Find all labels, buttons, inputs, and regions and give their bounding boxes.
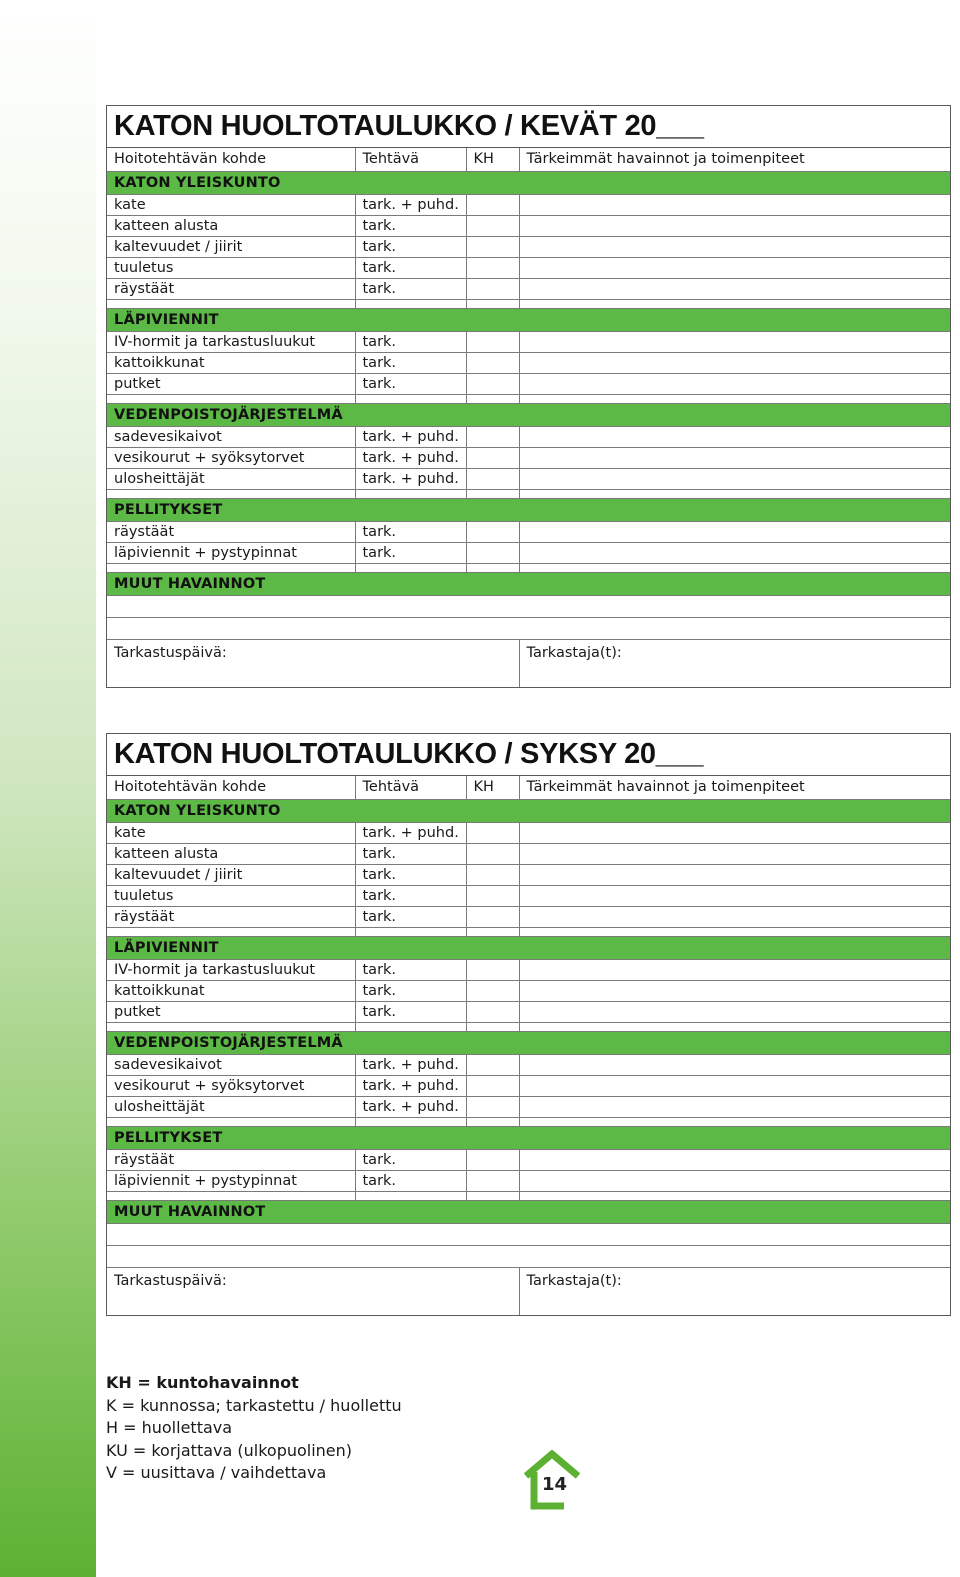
task-cell: tark. [355, 257, 466, 278]
section-title: LÄPIVIENNIT [107, 308, 950, 331]
kh-input-cell[interactable] [466, 447, 519, 468]
item-cell: putket [107, 373, 355, 394]
notes-input-cell[interactable] [107, 1223, 950, 1245]
observation-input-cell[interactable] [519, 373, 950, 394]
table-row [107, 468, 950, 489]
kh-input-cell[interactable] [466, 278, 519, 299]
table-row [107, 521, 950, 542]
kh-input-cell[interactable] [466, 521, 519, 542]
spring-maintenance-form [106, 105, 951, 688]
kh-input-cell[interactable] [466, 843, 519, 864]
item-cell: kaltevuudet / jiirit [107, 236, 355, 257]
section-header [107, 799, 950, 822]
kh-input-cell[interactable] [466, 236, 519, 257]
legend-item: H = huollettava [106, 1418, 233, 1437]
item-cell: läpiviennit + pystypinnat [107, 1170, 355, 1191]
item-cell: sadevesikaivot [107, 426, 355, 447]
table-row [107, 447, 950, 468]
section-header [107, 1200, 950, 1223]
legend-item: V = uusittava / vaihdettava [106, 1463, 327, 1482]
page-number: 14 [542, 1474, 568, 1495]
observation-input-cell[interactable] [519, 1149, 950, 1170]
column-header-task: Tehtävä [355, 148, 466, 171]
spacer-row [107, 1191, 950, 1200]
column-header-observations: Tärkeimmät havainnot ja toimenpiteet [519, 776, 950, 799]
column-header-task: Tehtävä [355, 776, 466, 799]
item-cell: räystäät [107, 278, 355, 299]
item-cell: tuuletus [107, 257, 355, 278]
section-header [107, 572, 950, 595]
autumn-maintenance-form [106, 733, 951, 1316]
kh-legend [106, 1372, 402, 1485]
observation-input-cell[interactable] [519, 426, 950, 447]
item-cell: putket [107, 1001, 355, 1022]
section-header [107, 1126, 950, 1149]
form-title: KATON HUOLTOTAULUKKO / SYKSY 20___ [107, 734, 950, 776]
task-cell: tark. [355, 331, 466, 352]
column-header-row [107, 148, 950, 171]
section-header [107, 498, 950, 521]
kh-input-cell[interactable] [466, 352, 519, 373]
table-row [107, 278, 950, 299]
item-cell: kate [107, 194, 355, 215]
table-row [107, 1054, 950, 1075]
observation-input-cell[interactable] [519, 1001, 950, 1022]
table-row [107, 980, 950, 1001]
form-title: KATON HUOLTOTAULUKKO / KEVÄT 20___ [107, 106, 950, 148]
task-cell: tark. + puhd. [355, 447, 466, 468]
column-header-target: Hoitotehtävän kohde [107, 148, 355, 171]
kh-input-cell[interactable] [466, 980, 519, 1001]
kh-input-cell[interactable] [466, 906, 519, 927]
kh-input-cell[interactable] [466, 959, 519, 980]
observation-input-cell[interactable] [519, 521, 950, 542]
notes-input-cell[interactable] [107, 617, 950, 639]
section-header [107, 936, 950, 959]
observation-input-cell[interactable] [519, 980, 950, 1001]
observation-input-cell[interactable] [519, 959, 950, 980]
observation-input-cell[interactable] [519, 257, 950, 278]
task-cell: tark. + puhd. [355, 194, 466, 215]
kh-input-cell[interactable] [466, 1001, 519, 1022]
section-header [107, 1031, 950, 1054]
task-cell: tark. + puhd. [355, 1096, 466, 1117]
section-header [107, 308, 950, 331]
observation-input-cell[interactable] [519, 906, 950, 927]
kh-input-cell[interactable] [466, 331, 519, 352]
table-row [107, 822, 950, 843]
kh-input-cell[interactable] [466, 1075, 519, 1096]
section-title: KATON YLEISKUNTO [107, 799, 950, 822]
kh-input-cell[interactable] [466, 194, 519, 215]
kh-input-cell[interactable] [466, 1149, 519, 1170]
task-cell: tark. + puhd. [355, 426, 466, 447]
item-cell: IV-hormit ja tarkastusluukut [107, 331, 355, 352]
task-cell: tark. [355, 1170, 466, 1191]
observation-input-cell[interactable] [519, 1075, 950, 1096]
table-row [107, 864, 950, 885]
kh-input-cell[interactable] [466, 542, 519, 563]
spacer-row [107, 394, 950, 403]
table-row [107, 257, 950, 278]
table-row [107, 352, 950, 373]
notes-input-cell[interactable] [107, 595, 950, 617]
task-cell: tark. [355, 864, 466, 885]
table-row [107, 426, 950, 447]
legend-item: K = kunnossa; tarkastettu / huollettu [106, 1395, 402, 1415]
table-row [107, 373, 950, 394]
column-header-target: Hoitotehtävän kohde [107, 776, 355, 799]
spacer-row [107, 1022, 950, 1031]
observation-input-cell[interactable] [519, 1170, 950, 1191]
item-cell: kaltevuudet / jiirit [107, 864, 355, 885]
maintenance-table [107, 148, 950, 687]
observation-input-cell[interactable] [519, 843, 950, 864]
kh-input-cell[interactable] [466, 885, 519, 906]
spacer-row [107, 563, 950, 572]
observation-input-cell[interactable] [519, 236, 950, 257]
table-row [107, 194, 950, 215]
observation-input-cell[interactable] [519, 468, 950, 489]
item-cell: kattoikkunat [107, 980, 355, 1001]
section-title: MUUT HAVAINNOT [107, 572, 950, 595]
kh-input-cell[interactable] [466, 864, 519, 885]
observation-input-cell[interactable] [519, 885, 950, 906]
table-row [107, 542, 950, 563]
observation-input-cell[interactable] [519, 352, 950, 373]
table-row [107, 1149, 950, 1170]
kh-input-cell[interactable] [466, 468, 519, 489]
table-row [107, 959, 950, 980]
task-cell: tark. + puhd. [355, 1054, 466, 1075]
table-row [107, 843, 950, 864]
observation-input-cell[interactable] [519, 278, 950, 299]
item-cell: katteen alusta [107, 215, 355, 236]
section-header [107, 171, 950, 194]
observation-input-cell[interactable] [519, 1054, 950, 1075]
task-cell: tark. [355, 542, 466, 563]
task-cell: tark. [355, 373, 466, 394]
notes-line[interactable] [107, 1223, 950, 1245]
notes-line[interactable] [107, 595, 950, 617]
item-cell: IV-hormit ja tarkastusluukut [107, 959, 355, 980]
observation-input-cell[interactable] [519, 864, 950, 885]
task-cell: tark. [355, 1001, 466, 1022]
task-cell: tark. + puhd. [355, 1075, 466, 1096]
inspection-date-field[interactable]: Tarkastuspäivä: [107, 639, 519, 687]
column-header-kh: KH [466, 776, 519, 799]
observation-input-cell[interactable] [519, 1096, 950, 1117]
table-row [107, 1001, 950, 1022]
kh-input-cell[interactable] [466, 1054, 519, 1075]
maintenance-table [107, 776, 950, 1315]
task-cell: tark. [355, 236, 466, 257]
observation-input-cell[interactable] [519, 447, 950, 468]
spacer-row [107, 1117, 950, 1126]
signature-row [107, 639, 950, 687]
task-cell: tark. [355, 843, 466, 864]
task-cell: tark. [355, 352, 466, 373]
task-cell: tark. [355, 215, 466, 236]
item-cell: räystäät [107, 521, 355, 542]
task-cell: tark. [355, 885, 466, 906]
task-cell: tark. [355, 980, 466, 1001]
table-row [107, 215, 950, 236]
kh-input-cell[interactable] [466, 1096, 519, 1117]
item-cell: ulosheittäjät [107, 1096, 355, 1117]
legend-title: KH = kuntohavainnot [106, 1373, 299, 1392]
item-cell: läpiviennit + pystypinnat [107, 542, 355, 563]
task-cell: tark. + puhd. [355, 822, 466, 843]
kh-input-cell[interactable] [466, 426, 519, 447]
item-cell: vesikourut + syöksytorvet [107, 447, 355, 468]
side-gradient-band [0, 0, 96, 1577]
table-row [107, 236, 950, 257]
item-cell: räystäät [107, 1149, 355, 1170]
table-row [107, 1075, 950, 1096]
table-row [107, 885, 950, 906]
kh-input-cell[interactable] [466, 1170, 519, 1191]
section-title: MUUT HAVAINNOT [107, 1200, 950, 1223]
task-cell: tark. [355, 521, 466, 542]
column-header-observations: Tärkeimmät havainnot ja toimenpiteet [519, 148, 950, 171]
table-row [107, 1170, 950, 1191]
inspection-date-field[interactable]: Tarkastuspäivä: [107, 1267, 519, 1315]
table-row [107, 331, 950, 352]
item-cell: kate [107, 822, 355, 843]
spacer-row [107, 299, 950, 308]
notes-line[interactable] [107, 1245, 950, 1267]
item-cell: ulosheittäjät [107, 468, 355, 489]
section-title: VEDENPOISTOJÄRJESTELMÄ [107, 403, 950, 426]
task-cell: tark. + puhd. [355, 468, 466, 489]
notes-line[interactable] [107, 617, 950, 639]
item-cell: räystäät [107, 906, 355, 927]
section-title: KATON YLEISKUNTO [107, 171, 950, 194]
task-cell: tark. [355, 959, 466, 980]
column-header-kh: KH [466, 148, 519, 171]
section-title: PELLITYKSET [107, 1126, 950, 1149]
section-title: VEDENPOISTOJÄRJESTELMÄ [107, 1031, 950, 1054]
inspector-field[interactable]: Tarkastaja(t): [526, 644, 622, 661]
section-title: LÄPIVIENNIT [107, 936, 950, 959]
table-row [107, 1096, 950, 1117]
observation-input-cell[interactable] [519, 822, 950, 843]
kh-input-cell[interactable] [466, 373, 519, 394]
observation-input-cell[interactable] [519, 215, 950, 236]
item-cell: tuuletus [107, 885, 355, 906]
column-header-row [107, 776, 950, 799]
observation-input-cell[interactable] [519, 194, 950, 215]
observation-input-cell[interactable] [519, 542, 950, 563]
kh-input-cell[interactable] [466, 257, 519, 278]
legend-item: KU = korjattava (ulkopuolinen) [106, 1440, 353, 1460]
table-row [107, 906, 950, 927]
kh-input-cell[interactable] [466, 215, 519, 236]
item-cell: katteen alusta [107, 843, 355, 864]
inspector-field[interactable]: Tarkastaja(t): [526, 1272, 622, 1289]
spacer-row [107, 927, 950, 936]
section-header [107, 403, 950, 426]
task-cell: tark. [355, 906, 466, 927]
signature-row [107, 1267, 950, 1315]
observation-input-cell[interactable] [519, 331, 950, 352]
task-cell: tark. [355, 278, 466, 299]
notes-input-cell[interactable] [107, 1245, 950, 1267]
item-cell: vesikourut + syöksytorvet [107, 1075, 355, 1096]
section-title: PELLITYKSET [107, 498, 950, 521]
task-cell: tark. [355, 1149, 466, 1170]
spacer-row [107, 489, 950, 498]
item-cell: sadevesikaivot [107, 1054, 355, 1075]
kh-input-cell[interactable] [466, 822, 519, 843]
item-cell: kattoikkunat [107, 352, 355, 373]
